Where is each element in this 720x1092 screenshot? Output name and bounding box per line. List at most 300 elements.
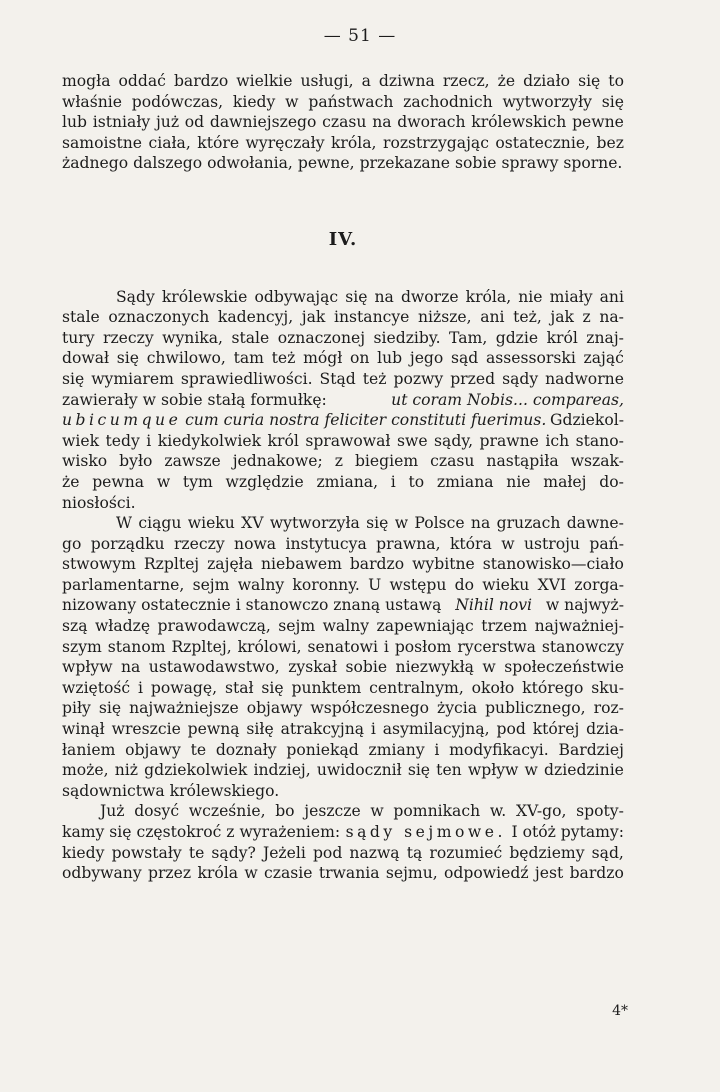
word: wynika, xyxy=(162,328,224,347)
word: z xyxy=(582,308,591,327)
text-line xyxy=(62,637,624,658)
text-line xyxy=(62,534,624,555)
word: czasie xyxy=(264,864,313,883)
word: przez xyxy=(148,864,192,883)
italic-segment: cum curia nostra feliciter constituti fuerimus. xyxy=(185,411,547,430)
word: czasu xyxy=(322,113,367,132)
word: sejm xyxy=(278,617,316,636)
word: wpływ xyxy=(467,761,519,780)
word: się xyxy=(601,92,624,111)
word: Stąd xyxy=(319,369,356,388)
word: stanowczy xyxy=(541,637,624,656)
word: oznaczonych xyxy=(108,308,210,327)
word: centralnym, xyxy=(369,678,464,697)
word: jak xyxy=(301,308,326,327)
word: miały xyxy=(549,287,593,306)
word: niezwykłą xyxy=(395,658,474,677)
word: bardzo xyxy=(569,864,624,883)
spaced-segment: sądy sejmowe. xyxy=(345,823,506,841)
word: pań- xyxy=(589,534,624,553)
word: stale xyxy=(231,328,270,347)
section-heading: IV. xyxy=(328,228,358,250)
word: od xyxy=(184,113,205,132)
text-line xyxy=(62,657,624,678)
word: królowi, xyxy=(237,637,302,656)
word: modyfikacyi. xyxy=(449,740,549,759)
word: rzeczy xyxy=(103,328,154,347)
text-line xyxy=(62,822,624,843)
word: szym xyxy=(62,637,102,656)
text-line xyxy=(62,410,624,431)
word: sobie xyxy=(345,658,388,677)
word: że xyxy=(62,472,80,491)
word: prawna, xyxy=(376,534,441,553)
word: tym xyxy=(182,472,213,491)
word: z xyxy=(334,452,343,471)
word: się xyxy=(366,514,389,533)
word: na xyxy=(470,514,491,533)
word: zmiana xyxy=(436,472,494,491)
word: sądy, xyxy=(434,431,474,450)
word: wstępu xyxy=(389,575,447,594)
word: tą xyxy=(406,843,423,862)
word: usługi, xyxy=(300,72,354,90)
word: zmiany xyxy=(368,740,425,759)
word: pozwy xyxy=(393,369,444,388)
word: się xyxy=(98,699,122,718)
word: siłę xyxy=(246,720,274,739)
word: którego xyxy=(522,678,584,697)
word: w xyxy=(482,658,496,677)
word: działo xyxy=(523,72,571,90)
word: w xyxy=(156,472,171,491)
word: ostatecznie, xyxy=(495,133,591,152)
word: zorga- xyxy=(574,575,624,594)
word: dworach xyxy=(397,113,466,132)
word: nie xyxy=(506,472,531,491)
text-line xyxy=(62,287,624,308)
word: trwania xyxy=(318,864,380,883)
word: mógł xyxy=(303,349,343,368)
word: ciała, xyxy=(148,133,191,152)
word: się xyxy=(116,349,139,368)
text-line xyxy=(62,740,624,761)
word: nie xyxy=(518,287,543,306)
word: posłom xyxy=(394,637,452,656)
word: spoty- xyxy=(576,802,624,821)
word: te xyxy=(188,843,205,862)
word: Bardziej xyxy=(558,740,624,759)
word: ich xyxy=(545,431,570,450)
word: jednakowe; xyxy=(232,452,323,471)
word: rozumieć xyxy=(429,843,503,862)
word: senatowi xyxy=(307,637,378,656)
word: ustawodawstwo, xyxy=(148,658,280,677)
text-line xyxy=(62,698,624,719)
text-line: niosłości. xyxy=(62,493,136,512)
word: Już xyxy=(100,802,125,821)
word: publicznego, xyxy=(485,699,586,718)
word: on xyxy=(350,349,370,368)
word: powagę, xyxy=(150,678,218,697)
italic-segment: ut coram Nobis... compareas, xyxy=(391,390,624,409)
word: jeszcze xyxy=(304,802,361,821)
word: królewskie xyxy=(161,287,248,306)
text-segment: I otóż pytamy: xyxy=(511,823,624,841)
word: tedy xyxy=(105,431,140,450)
word: też xyxy=(271,349,296,368)
word: zajęła xyxy=(207,555,254,574)
word: w xyxy=(394,514,409,533)
word: wisko xyxy=(62,452,108,471)
text-segment: kamy się częstokroć z wyrażeniem: xyxy=(62,823,341,841)
word: względzie xyxy=(225,472,304,491)
word: i xyxy=(138,678,144,697)
word: rzecz, xyxy=(442,72,490,90)
text-line xyxy=(62,616,624,637)
word: pod xyxy=(312,843,343,862)
word: wpływ xyxy=(62,658,113,677)
word: samoistne xyxy=(62,133,143,152)
word: Sądy xyxy=(116,287,155,306)
word: sąd, xyxy=(591,843,624,862)
word: jego xyxy=(409,349,444,368)
text-line xyxy=(62,554,624,575)
text-line xyxy=(62,472,624,493)
word: przed xyxy=(450,369,496,388)
word: rozstrzygając xyxy=(382,133,489,152)
word: która xyxy=(449,534,492,553)
text-line xyxy=(62,595,624,616)
word: objawy xyxy=(246,699,303,718)
word: stano- xyxy=(575,431,624,450)
word: XVI xyxy=(537,575,567,594)
word: też, xyxy=(513,308,542,327)
text-line xyxy=(62,863,624,884)
word: na xyxy=(121,658,141,677)
word: sąd xyxy=(451,349,479,368)
text-line xyxy=(62,719,624,740)
word: koronny. xyxy=(292,575,360,594)
word: nadworne xyxy=(545,369,624,388)
word: nastąpiła xyxy=(486,452,559,471)
word: parlamentarne, xyxy=(62,575,185,594)
word: na xyxy=(374,287,394,306)
word: wreszcie xyxy=(111,720,181,739)
word: zmiana, xyxy=(316,472,379,491)
word: było xyxy=(119,452,153,471)
word: się xyxy=(261,678,284,697)
word: władzę xyxy=(94,617,151,636)
word: odpowiedź xyxy=(444,864,529,883)
word: ani xyxy=(480,308,505,327)
word: kiedy xyxy=(232,92,276,111)
word: indziej, xyxy=(253,761,311,780)
text-line xyxy=(62,431,624,452)
word: dosyć xyxy=(134,802,180,821)
word: wytworzyły xyxy=(502,92,592,111)
word: najważniej- xyxy=(534,617,624,636)
word: sprawiedliwości. xyxy=(180,369,313,388)
word: te xyxy=(190,740,207,759)
word: swe xyxy=(396,431,428,450)
word: atrakcyjną xyxy=(280,720,365,739)
word: pod xyxy=(496,720,526,739)
word: chwilowo, xyxy=(146,349,226,368)
word: się xyxy=(578,72,601,90)
word: dziwna xyxy=(378,72,435,90)
text-segment: w najwyż- xyxy=(545,596,624,615)
word: instancye xyxy=(333,308,410,327)
word: szą xyxy=(62,617,88,636)
word: sku- xyxy=(591,678,624,697)
word: dawne- xyxy=(566,514,624,533)
text-line xyxy=(62,133,624,154)
word: powstały xyxy=(111,843,182,862)
text-line xyxy=(62,348,624,369)
word: sejmu, xyxy=(385,864,438,883)
word: i xyxy=(146,431,152,450)
word: dzia- xyxy=(586,720,624,739)
page-number: — 51 — xyxy=(323,26,397,46)
word: Jeżeli xyxy=(262,843,306,862)
word: lub xyxy=(377,349,403,368)
word: pewną xyxy=(187,720,240,739)
word: sądy xyxy=(502,369,539,388)
text-line xyxy=(62,328,624,349)
word: winął xyxy=(62,720,105,739)
text-line xyxy=(62,369,624,390)
word: istniały xyxy=(92,113,151,132)
word: go xyxy=(62,534,82,553)
word: wszak- xyxy=(570,452,624,471)
word: siedziby. xyxy=(373,328,441,347)
word: wytworzyła xyxy=(269,514,360,533)
word: podówczas, xyxy=(131,92,224,111)
word: niższe, xyxy=(417,308,472,327)
text-line xyxy=(62,112,624,133)
word: może, xyxy=(62,761,109,780)
text-line xyxy=(62,307,624,328)
word: stał xyxy=(224,678,254,697)
word: kiedy xyxy=(62,843,105,862)
word: W xyxy=(116,514,133,533)
word: jest xyxy=(534,864,564,883)
word: instytucya xyxy=(285,534,367,553)
word: to xyxy=(608,72,624,90)
word: i xyxy=(390,472,396,491)
text-line xyxy=(62,801,624,822)
word: na xyxy=(372,113,392,132)
text-line xyxy=(62,760,624,781)
word: odbywając xyxy=(254,287,339,306)
word: wiek xyxy=(62,431,100,450)
word: stwowym xyxy=(62,555,136,574)
word: prawne xyxy=(479,431,539,450)
word: już xyxy=(155,113,180,132)
word: ten xyxy=(436,761,462,780)
word: w xyxy=(285,92,299,111)
word: współczesnego xyxy=(310,699,429,718)
word: najważniejsze xyxy=(129,699,239,718)
word: że xyxy=(497,72,516,90)
word: w. xyxy=(489,802,507,821)
word: walny xyxy=(322,617,370,636)
text-segment: nizowany ostatecznie i stanowczo znaną ustawą xyxy=(62,596,442,615)
word: król xyxy=(267,431,299,450)
word: prawodawczą, xyxy=(157,617,271,636)
word: której xyxy=(532,720,580,739)
italic-segment: Nihil novi xyxy=(455,596,533,615)
word: wcześnie, xyxy=(188,802,266,821)
word: do xyxy=(454,575,475,594)
word: króla, xyxy=(465,287,512,306)
word: piły xyxy=(62,699,91,718)
word: XV-go, xyxy=(515,802,567,821)
word: wymiarem xyxy=(91,369,174,388)
text-line xyxy=(62,513,624,534)
word: to xyxy=(408,472,425,491)
word: nazwą xyxy=(349,843,400,862)
word: króla, xyxy=(330,133,377,152)
text-line xyxy=(62,451,624,472)
word: U xyxy=(368,575,382,594)
word: assessorski xyxy=(486,349,576,368)
word: zachodnich xyxy=(403,92,493,111)
text-line xyxy=(62,575,624,596)
word: sądy? xyxy=(211,843,256,862)
word: punktem xyxy=(291,678,362,697)
word: poniekąd xyxy=(286,740,359,759)
word: nowa xyxy=(234,534,277,553)
word: kadencyj, xyxy=(217,308,294,327)
word: i xyxy=(434,740,440,759)
word: trzem xyxy=(481,617,528,636)
word: bardzo xyxy=(173,72,229,90)
word: asymilacyjną, xyxy=(382,720,490,739)
word: też xyxy=(362,369,387,388)
word: na- xyxy=(599,308,624,327)
word: Rzpltej xyxy=(143,555,200,574)
signature-mark: 4* xyxy=(612,1003,628,1019)
word: w xyxy=(501,534,515,553)
word: około xyxy=(471,678,515,697)
word: roz- xyxy=(593,699,624,718)
word: zająć xyxy=(583,349,624,368)
word: kiedykolwiek xyxy=(157,431,262,450)
word: wielkie xyxy=(236,72,293,90)
word: Polsce xyxy=(414,514,465,533)
word: lub xyxy=(62,113,88,132)
word: dziedzinie xyxy=(544,761,624,780)
word: XV xyxy=(241,514,264,533)
word: dawniejszego xyxy=(209,113,317,132)
word: tury xyxy=(62,328,95,347)
word: król xyxy=(546,328,578,347)
word: rzeczy xyxy=(173,534,225,553)
word: królewskich xyxy=(471,113,567,132)
word: wieku xyxy=(482,575,530,594)
word: niż xyxy=(114,761,138,780)
word: i xyxy=(383,637,389,656)
word: się xyxy=(345,287,368,306)
spaced-italic-segment: ubicumque xyxy=(62,411,182,430)
body-text xyxy=(62,71,624,884)
word: będziemy xyxy=(509,843,585,862)
text-line xyxy=(62,92,624,113)
word: sprawował xyxy=(305,431,391,450)
word: doznały xyxy=(215,740,277,759)
word: króla xyxy=(197,864,239,883)
word: stanowisko—ciało xyxy=(482,555,624,574)
word: małej xyxy=(543,472,587,491)
word: ani xyxy=(599,287,624,306)
word: łaniem xyxy=(62,740,116,759)
word: zawsze xyxy=(164,452,221,471)
word: bez xyxy=(596,133,624,152)
word: gdzie xyxy=(495,328,539,347)
text-line: żadnego dalszego odwołania, pewne, przekazane sobie sprawy sporne. xyxy=(62,154,623,173)
word: walny xyxy=(237,575,285,594)
word: do- xyxy=(599,472,624,491)
word: wieku xyxy=(187,514,235,533)
word: gruzach xyxy=(496,514,561,533)
word: bo xyxy=(275,802,295,821)
word: biegiem xyxy=(354,452,419,471)
word: bardzo xyxy=(349,555,405,574)
word: pomnikach xyxy=(393,802,481,821)
word: się xyxy=(407,761,431,780)
word: stanom xyxy=(107,637,166,656)
word: w xyxy=(524,761,538,780)
word: rycerstwa xyxy=(457,637,536,656)
word: pewne xyxy=(572,113,624,132)
word: mogła xyxy=(62,72,111,90)
word: społeczeństwie xyxy=(504,658,624,677)
word: dował xyxy=(62,349,110,368)
word: się xyxy=(62,369,85,388)
text-line xyxy=(62,843,624,864)
word: niebawem xyxy=(260,555,342,574)
text-segment: Gdziekol- xyxy=(550,411,624,430)
word: sejm xyxy=(192,575,230,594)
text-line xyxy=(62,678,624,699)
word: państwach xyxy=(308,92,394,111)
word: właśnie xyxy=(62,92,122,111)
word: w xyxy=(370,802,384,821)
word: uwidocznił xyxy=(316,761,402,780)
word: zapewniając xyxy=(376,617,474,636)
word: porządku xyxy=(90,534,165,553)
text-line xyxy=(62,71,624,92)
word: wziętość xyxy=(62,678,131,697)
word: jak xyxy=(550,308,574,327)
word: pewna xyxy=(92,472,145,491)
word: oddać xyxy=(118,72,166,90)
word: wybitne xyxy=(412,555,475,574)
text-line: sądownictwa królewskiego. xyxy=(62,781,280,800)
word: ciągu xyxy=(138,514,182,533)
word: czasu xyxy=(430,452,475,471)
word: znaj- xyxy=(586,328,624,347)
word: wyręczały xyxy=(245,133,325,152)
word: Rzpltej, xyxy=(171,637,232,656)
word: stale xyxy=(62,308,100,327)
word: Tam, xyxy=(449,328,488,347)
word: oznaczonej xyxy=(277,328,366,347)
text-segment: zawierały w sobie stałą formułkę: xyxy=(62,390,327,409)
word: gdziekolwiek xyxy=(144,761,248,780)
